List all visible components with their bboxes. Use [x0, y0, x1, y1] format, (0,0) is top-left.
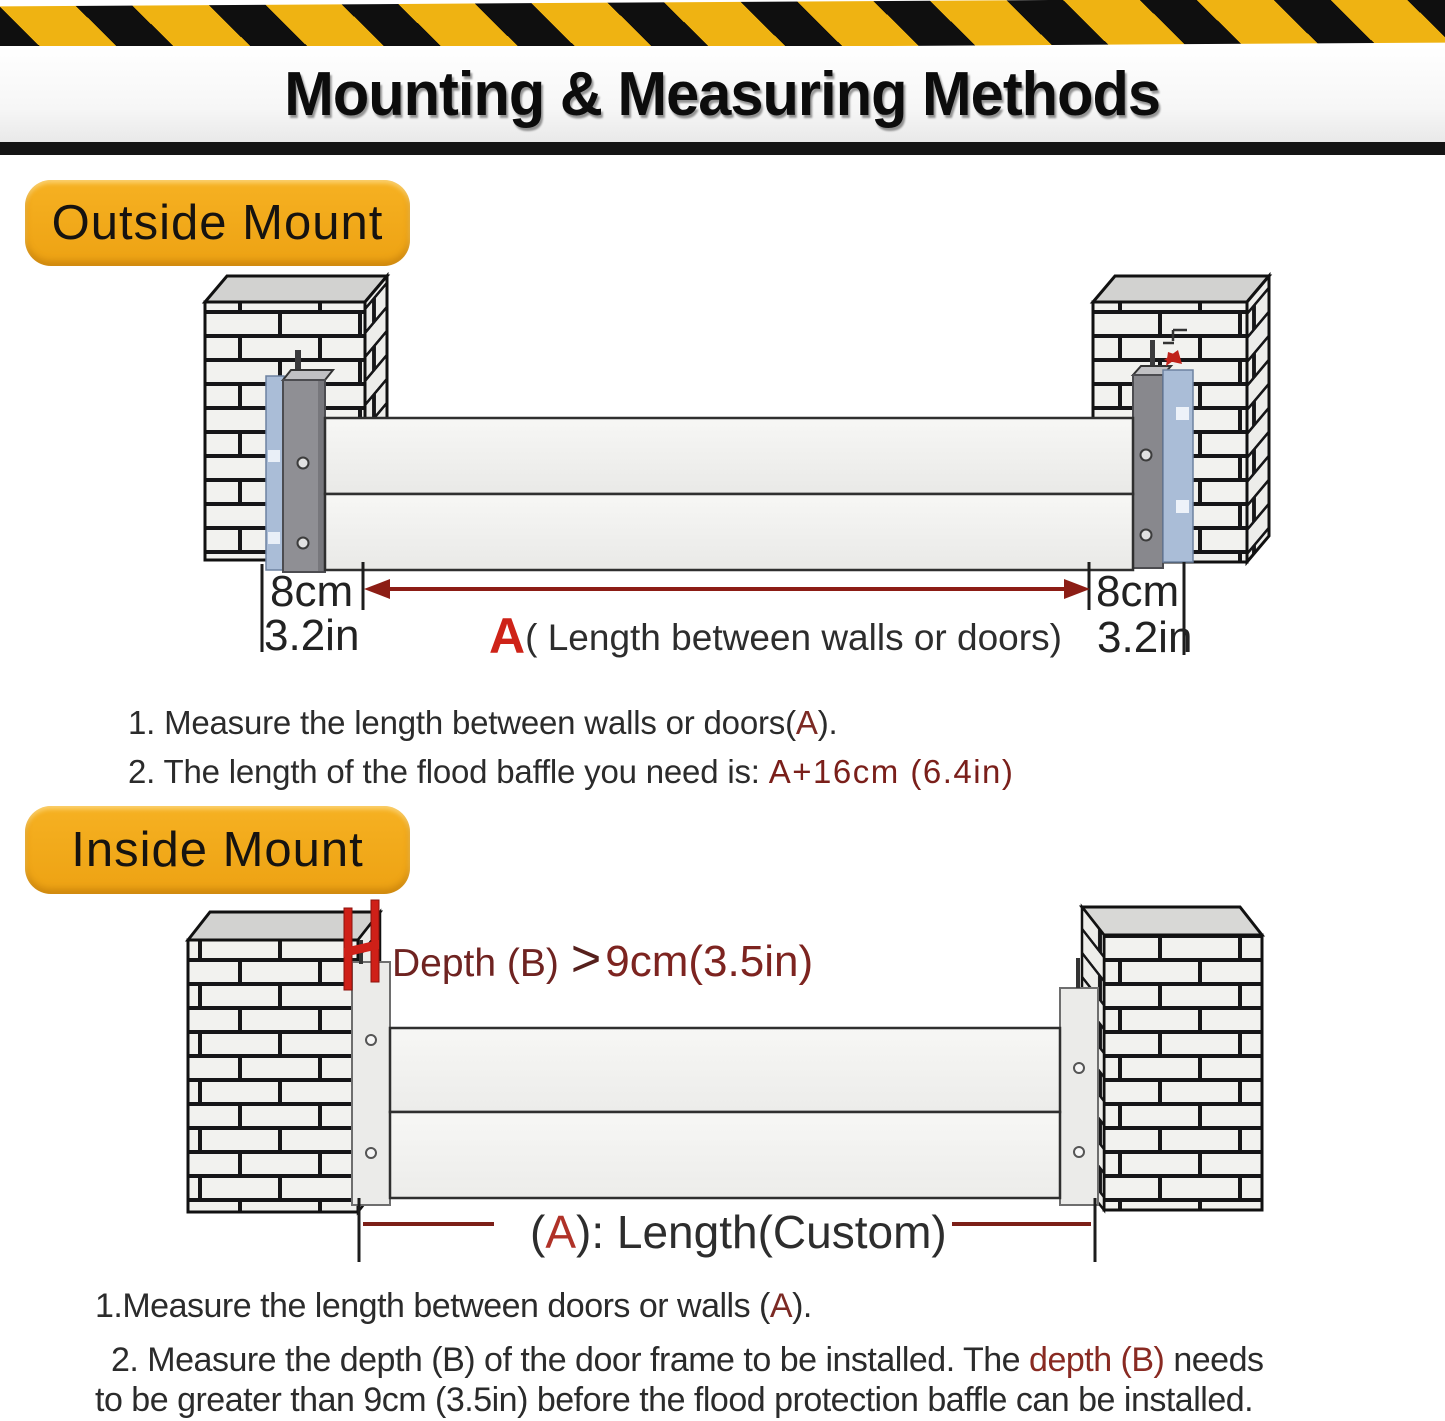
- screw-hole: [1141, 450, 1152, 461]
- dim-left-cm: 8cm: [270, 567, 354, 616]
- inside-mount-label: [25, 806, 410, 894]
- inside-mount-diagram: [0, 898, 1445, 1266]
- depth-label: Depth (B) >9cm(3.5in): [392, 930, 814, 988]
- anchor-pin: [1076, 958, 1080, 988]
- outside-mount-steps: [128, 698, 1014, 796]
- screw-hole: [1074, 1147, 1084, 1157]
- outside-step-1: 1. Measure the length between walls or doors(A).: [128, 704, 838, 741]
- screw-hole: [366, 1035, 376, 1045]
- screw-hole: [1141, 530, 1152, 541]
- dim-left-in: 3.2in: [264, 611, 360, 660]
- outside-mount-diagram: [0, 270, 1445, 660]
- inside-step-2-line1: 2. Measure the depth (B) of the door frame to be installed. The depth (B) needs: [111, 1341, 1264, 1379]
- outside-mount-label-text: Outside Mount: [51, 196, 384, 250]
- inside-length-label: (A): Length(Custom): [530, 1206, 947, 1258]
- inside-step-1: 1.Measure the length between doors or walls (A).: [95, 1287, 812, 1325]
- screw-hole: [298, 458, 309, 469]
- header-divider-bar: [0, 142, 1445, 155]
- inside-left-pillar: [188, 900, 390, 1212]
- outside-step-2: 2. The length of the flood baffle you need is: A+16cm (6.4in): [128, 753, 1015, 790]
- flood-barrier-panels: [325, 418, 1133, 570]
- inside-step-2-line2: to be greater than 9cm (3.5in) before the flood protection baffle can be installed.: [95, 1381, 1254, 1419]
- screw-hole: [366, 1148, 376, 1158]
- flood-barrier-panels: [390, 1028, 1060, 1198]
- hazard-stripes-banner: [0, 0, 1445, 51]
- outside-mount-label: [25, 180, 410, 266]
- screw-hole: [1074, 1063, 1084, 1073]
- mounting-rail: [352, 962, 390, 1205]
- dim-right-cm: 8cm: [1096, 567, 1180, 616]
- inside-mount-label-text: Inside Mount: [71, 823, 364, 877]
- length-arrow-label: A( Length between walls or doors): [489, 608, 1062, 660]
- title-band: [0, 46, 1445, 142]
- page-title: Mounting & Measuring Methods: [284, 59, 1161, 129]
- length-arrow: [364, 579, 1090, 599]
- outside-left-mounting-channel: [266, 350, 333, 572]
- screw-hole: [298, 538, 309, 549]
- mounting-rail: [1060, 988, 1098, 1205]
- inside-mount-steps: [95, 1286, 1263, 1420]
- inside-right-pillar: [1060, 907, 1262, 1210]
- dim-right-in: 3.2in: [1097, 613, 1193, 660]
